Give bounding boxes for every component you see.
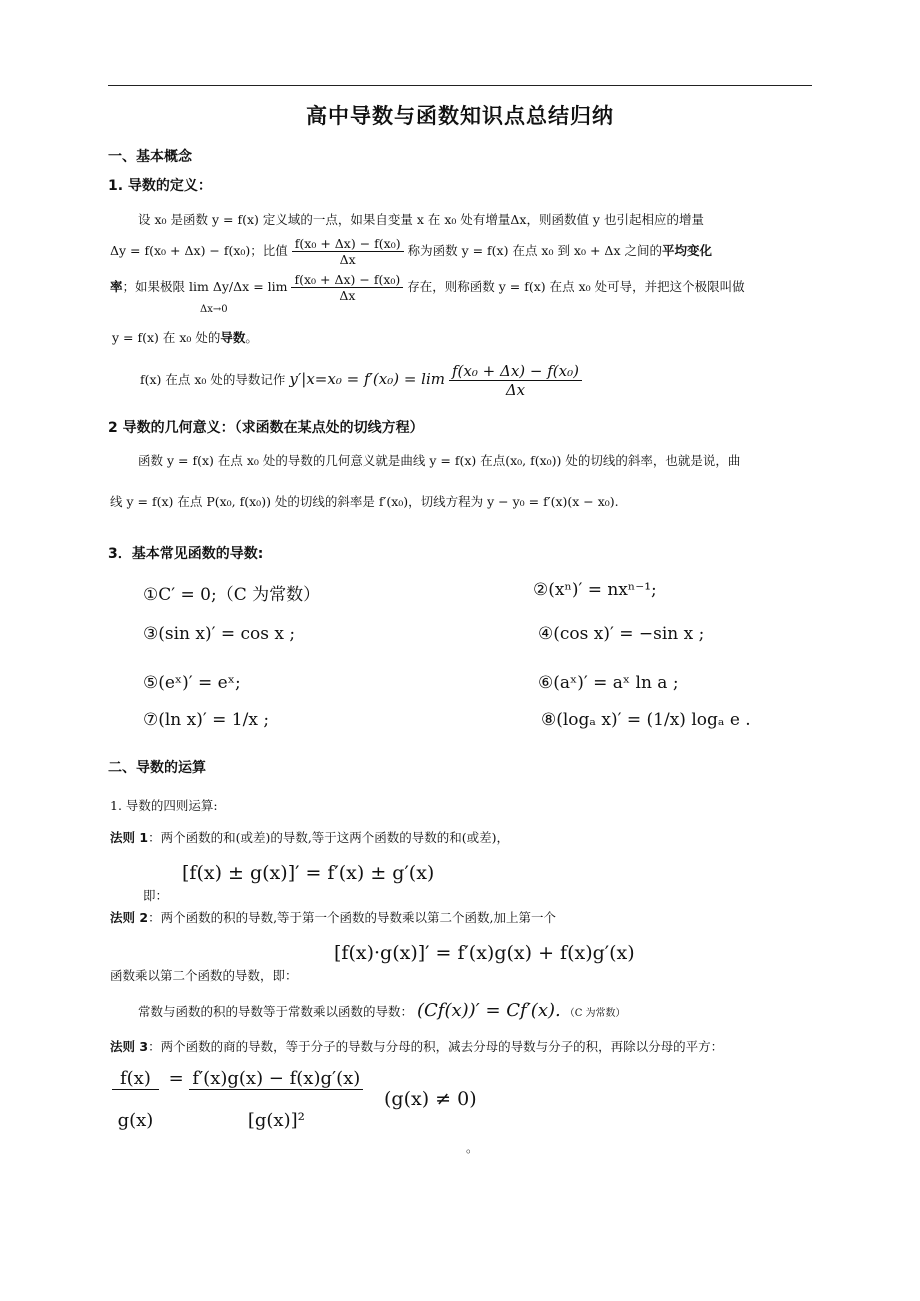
basic-item-3: ③(sin x)′ = cos x ; bbox=[143, 624, 296, 644]
quotient-condition: (g(x) ≠ 0) bbox=[384, 1088, 477, 1110]
basic-item-1: ①C′ = 0;（C 为常数） bbox=[143, 585, 321, 605]
quotient-left-numerator: f(x) bbox=[112, 1068, 159, 1090]
section2-heading: 二、导数的运算 bbox=[108, 760, 206, 776]
rule-2-line bbox=[110, 908, 556, 926]
rule-1-line bbox=[110, 828, 509, 846]
definition-heading: 1. 导数的定义： bbox=[108, 178, 212, 194]
constant-rule-note: （C 为常数） bbox=[564, 1008, 626, 1019]
quotient-right-fraction bbox=[189, 1068, 363, 1131]
definition-line-5 bbox=[140, 362, 582, 399]
definition-line-1: 设 x₀ 是函数 y = f(x) 定义域的一点，如果自变量 x 在 x₀ 处有增量Δx，则函数值 y 也引起相应的增量 bbox=[138, 212, 704, 227]
rate-bold: 率 bbox=[110, 279, 123, 294]
constant-rule-line bbox=[138, 1000, 626, 1021]
notation-numerator: f(x₀ + Δx) − f(x₀) bbox=[449, 362, 582, 381]
rule-3-text: ：两个函数的商的导数，等于分子的导数与分母的积，减去分母的导数与分子的积，再除以分母的平方： bbox=[148, 1039, 724, 1054]
rule-2-label: 法则 2 bbox=[110, 910, 149, 925]
limit-denominator: Δx bbox=[339, 288, 356, 303]
line4-end: 。 bbox=[245, 330, 258, 345]
ratio-denominator: Δx bbox=[339, 252, 356, 267]
rule-2-formula: [f(x)·g(x)]′ = f′(x)g(x) + f(x)g′(x) bbox=[334, 942, 635, 964]
geometric-line-2: 线 y = f(x) 在点 P(x₀, f(x₀)) 处的切线的斜率是 f′(x₀)，切线方程为 y − y₀ = f′(x)(x − x₀). bbox=[110, 494, 619, 509]
limit-intro: ；如果极限 bbox=[122, 279, 186, 294]
rule-1-prefix: 即： bbox=[143, 888, 169, 903]
quotient-equals: = bbox=[168, 1068, 184, 1089]
geometric-meaning-heading: 2 导数的几何意义：（求函数在某点处的切线方程） bbox=[108, 420, 424, 436]
definition-line-4 bbox=[112, 328, 258, 346]
notation-formula: y′|x=x₀ = f′(x₀) = lim bbox=[289, 370, 446, 388]
rule-3-label: 法则 3 bbox=[110, 1039, 149, 1054]
basic-derivatives-heading: 3．基本常见函数的导数: bbox=[108, 546, 264, 562]
limit-fraction bbox=[291, 272, 403, 303]
operations-intro: 1. 导数的四则运算: bbox=[110, 798, 218, 813]
rule-1-label: 法则 1 bbox=[110, 830, 149, 845]
rule-1-text: ：两个函数的和(或差)的导数,等于这两个函数的导数的和(或差)， bbox=[148, 830, 510, 845]
basic-item-4: ④(cos x)′ = −sin x ; bbox=[538, 624, 705, 644]
rule-3-line bbox=[110, 1037, 723, 1055]
basic-item-5: ⑤(eˣ)′ = eˣ; bbox=[143, 673, 241, 693]
average-rate-text: 称为函数 y = f(x) 在点 x₀ 到 x₀ + Δx 之间的 bbox=[407, 243, 662, 258]
constant-rule-text: 常数与函数的积的导数等于常数乘以函数的导数： bbox=[138, 1004, 414, 1019]
limit-subscript: Δx→0 bbox=[200, 304, 228, 315]
geometric-line-1: 函数 y = f(x) 在点 x₀ 处的导数的几何意义就是曲线 y = f(x) 在点(x₀, f(x₀)) 处的切线的斜率，也就是说，曲 bbox=[138, 453, 741, 468]
rule-2-text-2: 函数乘以第二个函数的导数，即： bbox=[110, 968, 298, 983]
derivative-at-point-text: y = f(x) 在 x₀ 处的 bbox=[112, 330, 221, 345]
notation-denominator: Δx bbox=[505, 381, 526, 399]
quotient-left-denominator: g(x) bbox=[117, 1110, 154, 1131]
quotient-left-fraction bbox=[112, 1068, 159, 1131]
basic-item-7: ⑦(ln x)′ = 1/x ; bbox=[143, 710, 270, 730]
average-rate-bold: 平均变化 bbox=[661, 243, 712, 258]
delta-y-expr: Δy = f(x₀ + Δx) − f(x₀)；比值 bbox=[110, 243, 288, 258]
basic-item-6: ⑥(aˣ)′ = aˣ ln a ; bbox=[538, 673, 679, 693]
quotient-right-denominator: [g(x)]² bbox=[247, 1110, 305, 1131]
notation-text: f(x) 在点 x₀ 处的导数记作 bbox=[140, 372, 286, 387]
basic-item-2: ②(xⁿ)′ = nxⁿ⁻¹; bbox=[533, 580, 657, 600]
constant-rule-formula: (Cf(x))′ = Cf′(x). bbox=[417, 1000, 561, 1021]
differentiable-text: 存在，则称函数 y = f(x) 在点 x₀ 处可导，并把这个极限叫做 bbox=[407, 279, 745, 294]
limit-numerator: f(x₀ + Δx) − f(x₀) bbox=[291, 272, 403, 288]
definition-line-3 bbox=[110, 272, 745, 303]
ratio-numerator: f(x₀ + Δx) − f(x₀) bbox=[292, 236, 404, 252]
document-title: 高中导数与函数知识点总结归纳 bbox=[306, 104, 614, 128]
derivative-bold: 导数 bbox=[220, 330, 246, 345]
limit-expression: lim Δy/Δx = lim bbox=[189, 279, 288, 294]
rule-1-formula: [f(x) ± g(x)]′ = f′(x) ± g′(x) bbox=[182, 862, 435, 884]
ratio-fraction bbox=[292, 236, 404, 267]
rule-2-text: ：两个函数的积的导数,等于第一个函数的导数乘以第二个函数,加上第一个 bbox=[148, 910, 557, 925]
section1-heading: 一、基本概念 bbox=[108, 149, 192, 165]
definition-line-2 bbox=[110, 236, 712, 267]
quotient-rule-formula bbox=[112, 1068, 363, 1131]
basic-item-8: ⑧(logₐ x)′ = (1/x) logₐ e . bbox=[541, 710, 751, 730]
quotient-end-mark: 。 bbox=[466, 1140, 479, 1155]
quotient-right-numerator: f′(x)g(x) − f(x)g′(x) bbox=[189, 1068, 363, 1090]
notation-fraction bbox=[449, 362, 582, 399]
header-rule bbox=[108, 85, 812, 86]
